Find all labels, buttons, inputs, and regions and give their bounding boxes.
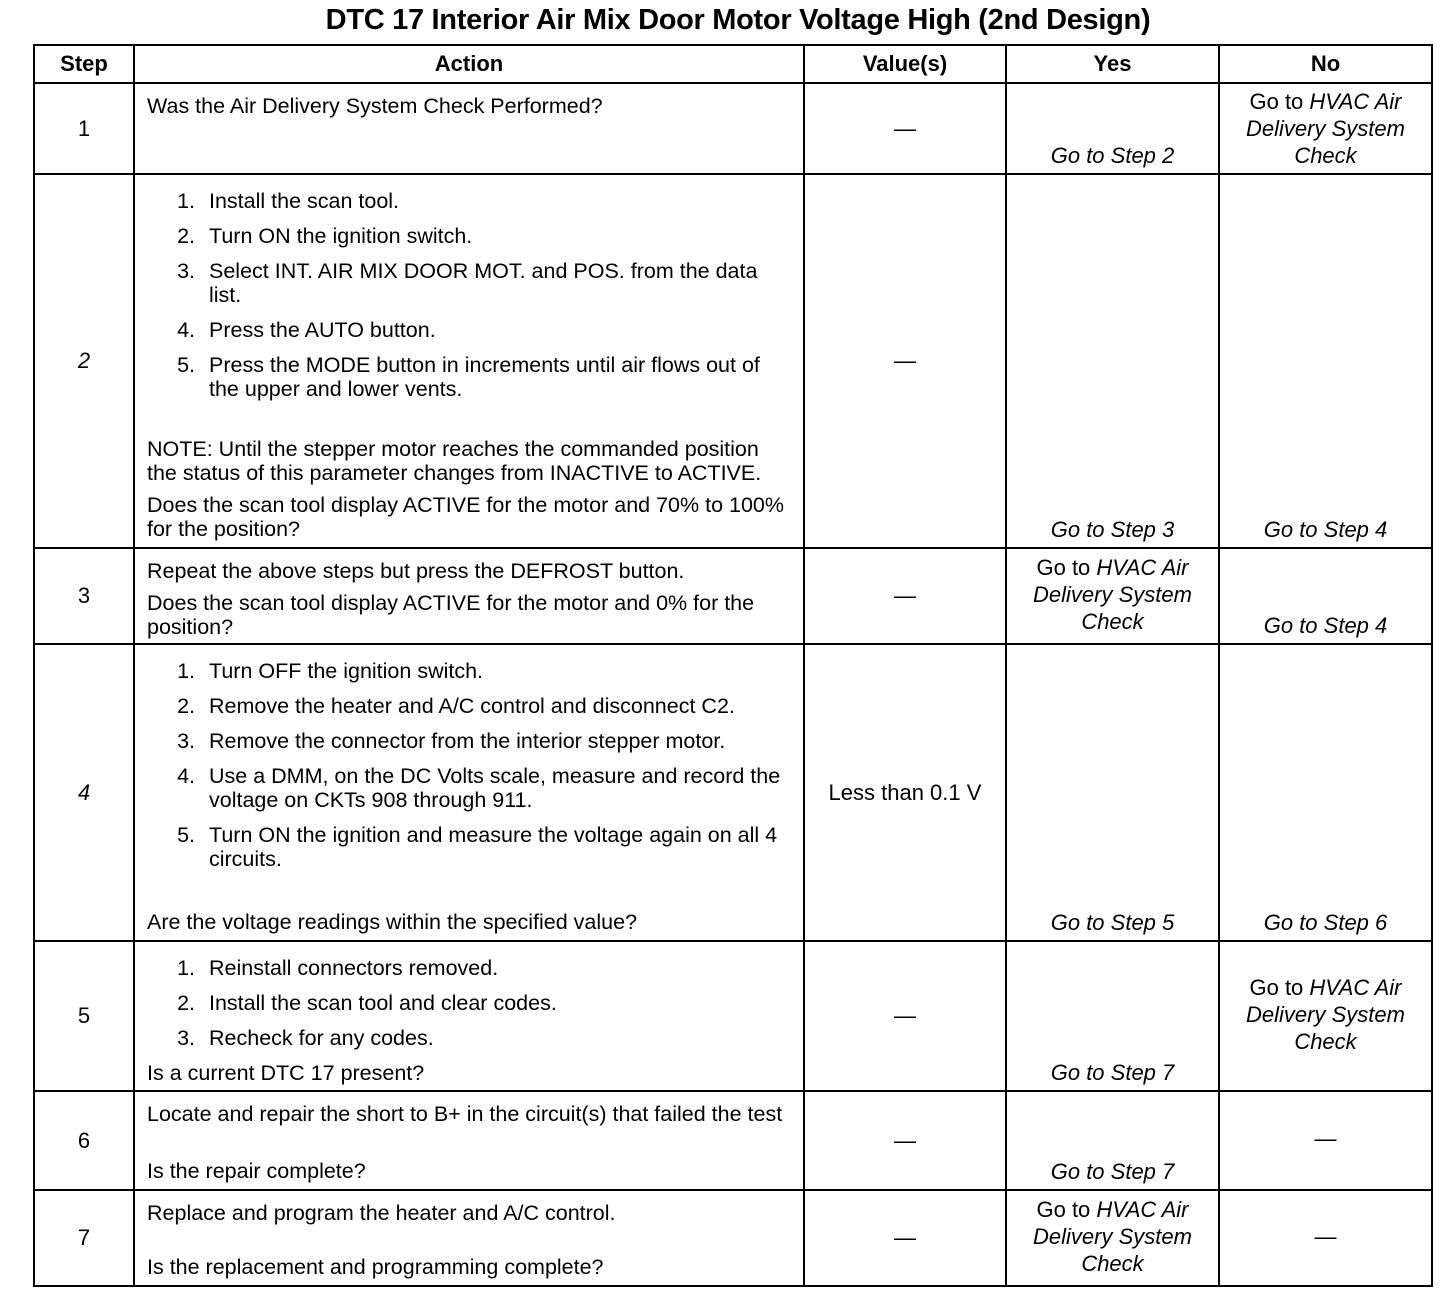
no-cell xyxy=(1219,644,1432,941)
yes-cell xyxy=(1006,548,1219,644)
action-bottom xyxy=(147,437,793,541)
action-cell xyxy=(134,548,804,644)
action-cell xyxy=(134,83,804,174)
yes-cell xyxy=(1006,174,1219,548)
action-top xyxy=(147,94,793,118)
action-step-item: 3. Remove the connector from the interior stepper motor. xyxy=(201,729,793,753)
action-content xyxy=(147,1102,793,1183)
page-title: DTC 17 Interior Air Mix Door Motor Voltage High (2nd Design) xyxy=(325,4,1151,36)
no-cell xyxy=(1219,1091,1432,1190)
action-step-item: 5. Turn ON the ignition and measure the voltage again on all 4 circuits. xyxy=(201,823,793,871)
action-cell xyxy=(134,941,804,1091)
no-target: — xyxy=(1314,1223,1337,1249)
action-step-item: 4. Use a DMM, on the DC Volts scale, measure and record the voltage on CKTs 908 through 911. xyxy=(201,764,793,812)
header-yes: Yes xyxy=(1006,45,1219,83)
action-text: Is the repair complete? xyxy=(147,1159,366,1183)
no-cell xyxy=(1219,548,1432,644)
action-step-item: 2. Turn ON the ignition switch. xyxy=(201,224,793,248)
action-step-item: 1. Reinstall connectors removed. xyxy=(201,956,793,980)
yes-target: Go to Step 2 xyxy=(1050,143,1175,168)
action-text: Was the Air Delivery System Check Performed? xyxy=(147,94,603,118)
no-target: Go to Step 4 xyxy=(1263,613,1388,638)
action-text: Does the scan tool display ACTIVE for the motor and 0% for the position? xyxy=(147,591,755,639)
action-text: Is the replacement and programming complete? xyxy=(147,1255,604,1279)
no-target: Go to Step 6 xyxy=(1263,910,1388,935)
yes-target: HVAC Air Delivery System Check xyxy=(1033,554,1192,634)
action-content xyxy=(147,94,793,165)
action-top xyxy=(147,1201,793,1225)
action-text: NOTE: Until the stepper motor reaches the commanded position the status of this parameter changes from INACTIVE to ACTIVE. xyxy=(147,437,762,485)
yes-prefix: Go to xyxy=(1036,1196,1097,1222)
action-content xyxy=(147,1201,793,1279)
action-cell xyxy=(134,1091,804,1190)
no-cell xyxy=(1219,1190,1432,1286)
action-cell xyxy=(134,174,804,548)
yes-target: HVAC Air Delivery System Check xyxy=(1033,1196,1192,1276)
yes-cell xyxy=(1006,644,1219,941)
action-step-item: 1. Turn OFF the ignition switch. xyxy=(201,659,793,683)
action-step-item: 4. Press the AUTO button. xyxy=(201,318,793,342)
value-cell: — xyxy=(804,941,1006,1091)
action-bottom xyxy=(147,1255,793,1279)
action-step-list xyxy=(147,956,793,1050)
action-step-item: 1. Install the scan tool. xyxy=(201,189,793,213)
table-row xyxy=(34,83,1432,174)
step-number: 2 xyxy=(34,174,134,548)
action-top xyxy=(147,952,793,1061)
no-target: HVAC Air Delivery System Check xyxy=(1246,974,1405,1054)
action-cell xyxy=(134,1190,804,1286)
action-step-list xyxy=(147,659,793,871)
no-target: — xyxy=(1314,1126,1337,1151)
action-step-item: 5. Press the MODE button in increments until air flows out of the upper and lower vents. xyxy=(201,353,793,401)
action-bottom xyxy=(147,1061,793,1085)
yes-cell xyxy=(1006,941,1219,1091)
action-bottom xyxy=(147,1159,793,1183)
action-content xyxy=(147,952,793,1084)
header-step: Step xyxy=(34,45,134,83)
action-step-item: 2. Remove the heater and A/C control and disconnect C2. xyxy=(201,694,793,718)
table-row xyxy=(34,1190,1432,1286)
yes-target: Go to Step 7 xyxy=(1050,1060,1175,1085)
header-no: No xyxy=(1219,45,1432,83)
action-content xyxy=(147,655,793,934)
action-top xyxy=(147,559,793,639)
value-cell: — xyxy=(804,1091,1006,1190)
action-text: Locate and repair the short to B+ in the circuit(s) that failed the test xyxy=(147,1102,783,1126)
no-target: HVAC Air Delivery System Check xyxy=(1246,89,1405,168)
yes-cell xyxy=(1006,1091,1219,1190)
header-values: Value(s) xyxy=(804,45,1006,83)
action-text: Replace and program the heater and A/C control. xyxy=(147,1201,616,1225)
action-top xyxy=(147,655,793,882)
step-number: 4 xyxy=(34,644,134,941)
yes-prefix: Go to xyxy=(1036,554,1097,580)
table-row xyxy=(34,644,1432,941)
header-action: Action xyxy=(134,45,804,83)
step-number: 1 xyxy=(34,83,134,174)
step-number: 7 xyxy=(34,1190,134,1286)
header-row xyxy=(34,45,1432,83)
action-text: Are the voltage readings within the specified value? xyxy=(147,910,638,934)
no-target: Go to Step 4 xyxy=(1263,517,1388,542)
value-cell: — xyxy=(804,174,1006,548)
yes-target: Go to Step 3 xyxy=(1050,517,1175,542)
action-step-list xyxy=(147,189,793,401)
table-row xyxy=(34,548,1432,644)
step-number: 3 xyxy=(34,548,134,644)
step-number: 5 xyxy=(34,941,134,1091)
table-row xyxy=(34,941,1432,1091)
value-cell: — xyxy=(804,548,1006,644)
step-number: 6 xyxy=(34,1091,134,1190)
action-step-item: 2. Install the scan tool and clear codes. xyxy=(201,991,793,1015)
action-step-item: 3. Recheck for any codes. xyxy=(201,1026,793,1050)
value-cell: — xyxy=(804,1190,1006,1286)
action-top xyxy=(147,185,793,412)
no-prefix: Go to xyxy=(1249,89,1310,114)
table-row xyxy=(34,1091,1432,1190)
action-bottom xyxy=(147,910,793,934)
action-content xyxy=(147,559,793,637)
action-step-item: 3. Select INT. AIR MIX DOOR MOT. and POS. from the data list. xyxy=(201,259,793,307)
no-cell xyxy=(1219,174,1432,548)
action-content xyxy=(147,185,793,541)
action-text: Repeat the above steps but press the DEFROST button. xyxy=(147,559,685,583)
value-cell: Less than 0.1 V xyxy=(804,644,1006,941)
yes-target: Go to Step 7 xyxy=(1050,1159,1175,1184)
yes-target: Go to Step 5 xyxy=(1050,910,1175,935)
diagnostic-table xyxy=(33,44,1433,1287)
table-row xyxy=(34,174,1432,548)
no-cell xyxy=(1219,941,1432,1091)
value-cell: — xyxy=(804,83,1006,174)
no-prefix: Go to xyxy=(1249,974,1310,1000)
action-text: Does the scan tool display ACTIVE for the motor and 70% to 100% for the position? xyxy=(147,493,784,541)
action-text: Is a current DTC 17 present? xyxy=(147,1061,425,1085)
action-top xyxy=(147,1102,793,1126)
no-cell xyxy=(1219,83,1432,174)
action-cell xyxy=(134,644,804,941)
yes-cell xyxy=(1006,1190,1219,1286)
yes-cell xyxy=(1006,83,1219,174)
